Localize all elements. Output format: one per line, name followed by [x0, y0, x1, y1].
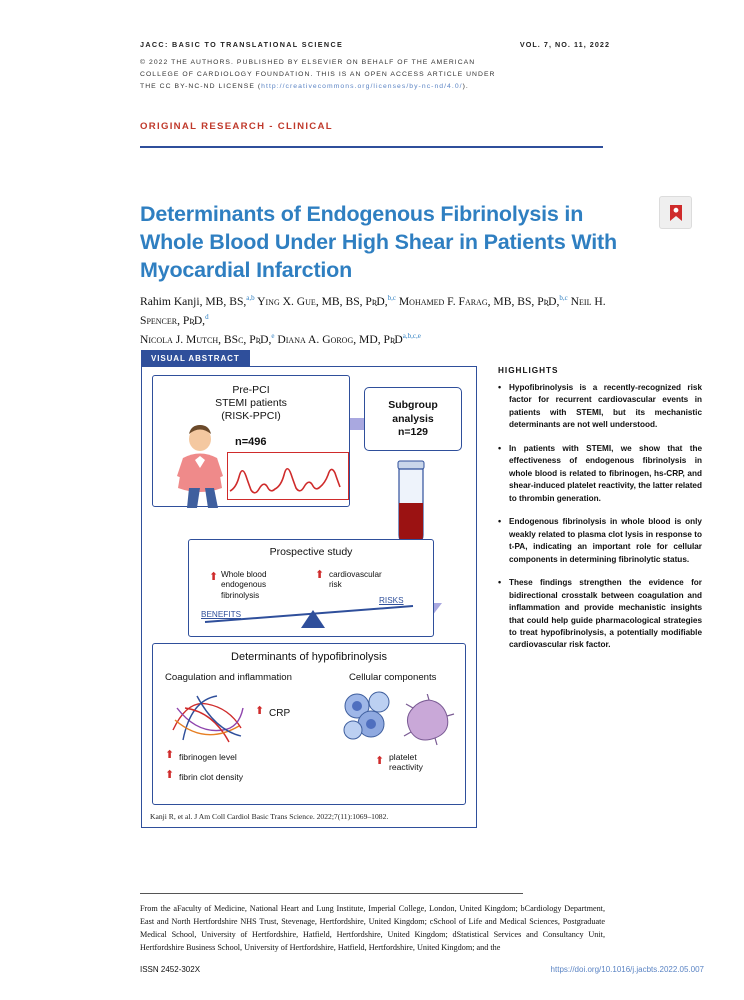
visual-abstract: [141, 366, 477, 828]
panel-cohort-n: n=496: [235, 436, 267, 448]
list-item: • These findings strengthen the evidence for bidirectional crosstalk between coagulation and inflammation and provide mechanistic insights that could help guide pharmacological strategies to treat hypofibrinolysis, a potentially modifiable cardiovascular risk factor.: [498, 577, 702, 652]
up-arrow-icon-right: ⬆: [315, 569, 325, 581]
author-1-affil: a,b: [246, 294, 255, 303]
label-fibrinogen-level: fibrinogen level: [179, 752, 237, 762]
header-rule: [140, 146, 603, 148]
up-arrow-icon-crp: ⬆: [255, 705, 265, 717]
affiliations-footnote: From the aFaculty of Medicine, National Heart and Lung Institute, Imperial College, London, United Kingdom; bCardiology Department, East and North Hertfordshire NHS Trust, Stevenage, Hertfordshire, United Kingdom; cSchool of Life and Medical Sciences, Postgraduate Medical School, University of Hertfordshire, Hatfield, Hertfordshire, United Kingdom; dStatistical Services and Consultancy Unit, Hertfordshire Business School, University of Hertfordshire, Hatfield, Hertfordshire, United Kingdom; and the: [140, 904, 605, 953]
license-post: ).: [462, 82, 469, 90]
license-pre: THE CC BY-NC-ND LICENSE (: [140, 82, 262, 90]
list-item: • Hypofibrinolysis is a recently-recognized risk factor for recurrent cardiovascular events in patients with STEMI, but its mechanistic determinants are not well understood.: [498, 382, 702, 432]
crossmark-icon[interactable]: [659, 196, 692, 229]
list-item: • In patients with STEMI, we show that the effectiveness of endogenous fibrinolysis in whole blood is related to fibrinogen, hs-CRP, and shear-induced platelet reactivity, the latter related to thrombin generation.: [498, 443, 702, 505]
copyright-line-1: © 2022 THE AUTHORS. PUBLISHED BY ELSEVIER ON BEHALF OF THE AMERICAN: [140, 59, 476, 66]
leukocyte-cells-icon: [341, 688, 397, 746]
panel-determinants: [152, 643, 466, 805]
journal-name: JACC: BASIC TO TRANSLATIONAL SCIENCE: [140, 40, 344, 49]
section-label: ORIGINAL RESEARCH - CLINICAL: [140, 121, 333, 132]
author-list: [140, 292, 640, 349]
author-4: Neil H. Spencer, PʀD,: [140, 295, 606, 328]
header-cellular-components: Cellular components: [349, 672, 437, 683]
highlights-list: [498, 382, 702, 663]
panel-prospective-study: [188, 539, 434, 637]
panel-subgroup-title: Subgroup analysis n=129: [388, 399, 438, 439]
panel-cohort: [152, 375, 350, 507]
label-cardiovascular-risk: cardiovascular risk: [329, 570, 382, 590]
footnote-rule: [140, 893, 523, 894]
author-line-1: [140, 292, 640, 330]
visual-abstract-tab: VISUAL ABSTRACT: [141, 350, 250, 367]
bookmark-icon: [668, 204, 684, 222]
up-arrow-icon-platelet: ⬆: [375, 755, 385, 767]
panel-cohort-title: Pre-PCI STEMI patients (RISK-PPCI): [215, 384, 287, 423]
platelet-icon: [403, 694, 455, 746]
header-coagulation-inflammation: Coagulation and inflammation: [165, 672, 292, 683]
author-2-affil: b,c: [387, 294, 396, 303]
label-crp: CRP: [269, 708, 291, 719]
up-arrow-icon-left: ⬆: [209, 571, 219, 583]
ecg-trace: [227, 452, 349, 500]
volume-issue: VOL. 7, NO. 11, 2022: [519, 40, 610, 49]
author-1: Rahim Kanji, MB, BS,: [140, 295, 247, 308]
visual-abstract-caption: Kanji R, et al. J Am Coll Cardiol Basic Trans Science. 2022;7(11):1069–1082.: [150, 812, 389, 821]
seesaw-icon: [203, 598, 421, 630]
author-6-affil: a,b,c,e: [402, 332, 421, 341]
panel-determinants-title: Determinants of hypofibrinolysis: [231, 651, 387, 663]
label-risks: RISKS: [379, 596, 404, 605]
panel-subgroup: [364, 387, 462, 451]
fibrin-mesh-icon: [169, 690, 247, 746]
label-fibrin-clot-density: fibrin clot density: [179, 772, 244, 782]
author-3: Mohamed F. Farag, MB, BS, PʀD,: [395, 295, 560, 308]
patient-illustration: [169, 424, 231, 508]
ecg-waveform-icon: [228, 453, 348, 499]
author-4-affil: d: [205, 313, 209, 322]
author-3-affil: b,c: [559, 294, 568, 303]
author-6: Diana A. Gorog, MD, PʀD: [274, 333, 403, 347]
copyright-line-3: [140, 81, 560, 93]
author-line-2: [140, 330, 640, 349]
list-item: • Endogenous fibrinolysis in whole blood is only weakly related to plasma clot lysis in response to t-PA, indicating an important role for cellular components in determining fibrinolytic status.: [498, 516, 702, 566]
panel-prospective-title: Prospective study: [269, 546, 353, 558]
label-whole-blood-fibrinolysis: Whole blood endogenous fibrinolysis: [221, 570, 267, 600]
license-link[interactable]: http://creativecommons.org/licenses/by-nc-nd/4.0/: [261, 82, 463, 90]
page-title: Determinants of Endogenous Fibrinolysis in Whole Blood Under High Shear in Patients With Myocardial Infarction: [140, 202, 617, 283]
label-platelet-reactivity: platelet reactivity: [389, 752, 423, 772]
label-benefits: BENEFITS: [201, 610, 242, 619]
up-arrow-icon-fibrin: ⬆: [165, 769, 175, 781]
up-arrow-icon-fibrinogen: ⬆: [165, 749, 175, 761]
author-5-affil: e: [271, 332, 275, 341]
masthead: [140, 40, 610, 93]
copyright-line-2: COLLEGE OF CARDIOLOGY FOUNDATION. THIS IS AN OPEN ACCESS ARTICLE UNDER: [140, 70, 496, 78]
author-5: Nicola J. Mutch, BSc, PʀD,: [140, 333, 272, 347]
author-2: Ying X. Gue, MB, BS, PʀD,: [254, 295, 388, 308]
highlights-title: HIGHLIGHTS: [498, 366, 559, 375]
doi-link[interactable]: https://doi.org/10.1016/j.jacbts.2022.05.007: [550, 965, 704, 974]
issn: ISSN 2452-302X: [140, 965, 201, 974]
copyright-block: [140, 57, 560, 93]
